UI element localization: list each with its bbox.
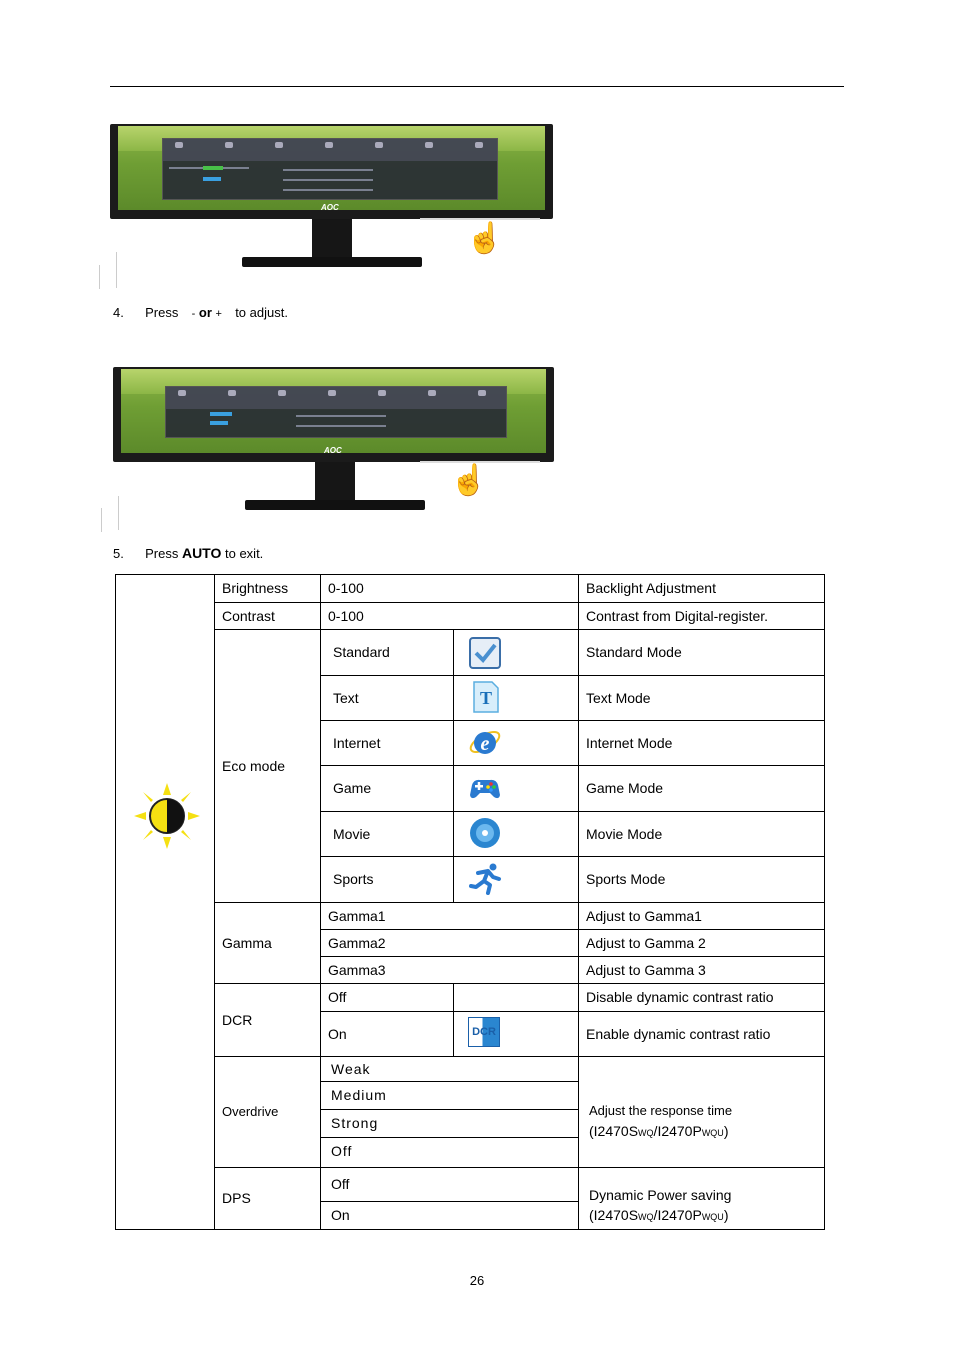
eco-sports-desc: Sports Mode	[586, 871, 666, 887]
eco-movie-name: Movie	[333, 825, 371, 842]
overdrive-off: Off	[331, 1143, 353, 1159]
gamma3-desc: Adjust to Gamma 3	[586, 961, 706, 978]
step-text: to adjust.	[235, 305, 288, 320]
model-a: I2470S	[593, 1207, 639, 1223]
eco-standard-name: Standard	[333, 644, 390, 660]
overdrive-medium: Medium	[331, 1087, 387, 1103]
overdrive-desc	[589, 1101, 732, 1143]
internet-e-icon	[468, 725, 502, 759]
eco-internet-desc: Internet Mode	[586, 734, 673, 751]
model-b-sub: WQU	[701, 1212, 724, 1222]
dps-on: On	[331, 1207, 350, 1223]
contrast-range: 0-100	[328, 607, 364, 624]
osd-menu	[162, 138, 498, 200]
dcr-on-option: On	[328, 1025, 347, 1042]
step-5	[113, 545, 263, 561]
step-text: Press	[145, 305, 179, 320]
dcr-on-desc: Enable dynamic contrast ratio	[586, 1025, 771, 1042]
model-b: I2470P	[657, 1207, 702, 1223]
eco-mode-label: Eco mode	[222, 757, 286, 774]
gamepad-icon	[468, 771, 502, 805]
model-sep: /	[653, 1207, 658, 1223]
disc-icon	[468, 816, 502, 850]
osd-menu	[165, 386, 507, 438]
eco-text-name: Text	[333, 689, 359, 706]
eco-sports-name: Sports	[333, 871, 374, 887]
eco-game-name: Game	[333, 780, 372, 796]
dps-desc	[589, 1185, 731, 1227]
brightness-range: 0-100	[328, 580, 364, 596]
svg-text:T: T	[479, 688, 493, 708]
gamma1-desc: Adjust to Gamma1	[586, 907, 702, 924]
minus-key: -	[191, 308, 196, 320]
overdrive-weak: Weak	[331, 1060, 371, 1077]
gamma3-option: Gamma3	[328, 961, 386, 978]
dcr-off-option: Off	[328, 989, 347, 1005]
gamma2-option: Gamma2	[328, 934, 386, 951]
gamma-label: Gamma	[222, 934, 272, 951]
text-t-icon	[468, 680, 502, 714]
header-rule	[110, 86, 844, 87]
pointing-hand-icon: ☝	[450, 464, 488, 497]
step-text: Press	[145, 546, 179, 561]
dps-models: (I2470SWQ/I2470PWQU)	[589, 1207, 729, 1223]
eco-game-desc: Game Mode	[586, 780, 664, 796]
overdrive-desc-text: Adjust the response time	[589, 1103, 733, 1118]
step-text: to exit.	[225, 546, 264, 561]
eco-standard-desc: Standard Mode	[586, 644, 682, 660]
luminance-settings-table	[115, 574, 825, 1230]
dcr-icon	[468, 1017, 500, 1047]
eco-text-desc: Text Mode	[586, 689, 651, 706]
or-text: or	[198, 305, 212, 320]
overdrive-strong: Strong	[331, 1115, 379, 1131]
model-sep: /	[653, 1123, 658, 1139]
dps-label: DPS	[222, 1190, 251, 1206]
checkmark-icon	[468, 636, 502, 670]
overdrive-models: (I2470SWQ/I2470PWQU)	[589, 1123, 729, 1139]
model-a-sub: WQ	[638, 1128, 654, 1138]
page-number: 26	[469, 1273, 485, 1288]
model-b-sub: WQU	[701, 1128, 724, 1138]
overdrive-label: Overdrive	[222, 1104, 279, 1119]
brightness-label: Brightness	[222, 580, 289, 596]
model-a-sub: WQ	[638, 1212, 654, 1222]
auto-key: AUTO	[181, 545, 222, 561]
step-4	[113, 305, 288, 320]
dcr-label: DCR	[222, 1011, 253, 1028]
luminance-sun-icon	[132, 781, 202, 851]
eco-movie-desc: Movie Mode	[586, 825, 663, 842]
brightness-desc: Backlight Adjustment	[586, 580, 716, 596]
eco-internet-name: Internet	[333, 734, 381, 751]
step-number: 5.	[113, 546, 124, 561]
model-b: I2470P	[657, 1123, 702, 1139]
dps-off: Off	[331, 1176, 350, 1192]
contrast-label: Contrast	[222, 607, 275, 624]
dcr-off-desc: Disable dynamic contrast ratio	[586, 989, 774, 1005]
runner-icon	[468, 861, 502, 895]
brand-logo: AOC	[324, 446, 342, 455]
gamma1-option: Gamma1	[328, 907, 386, 924]
pointing-hand-icon: ☝	[466, 222, 504, 255]
brand-logo: AOC	[321, 203, 339, 212]
plus-key: +	[215, 308, 222, 320]
dcr-icon-text: DCR	[472, 1026, 496, 1038]
contrast-desc: Contrast from Digital-register.	[586, 607, 769, 624]
model-a: I2470S	[593, 1123, 639, 1139]
svg-text:e: e	[480, 733, 490, 755]
dps-desc-text: Dynamic Power saving	[589, 1187, 732, 1203]
step-number: 4.	[113, 305, 124, 320]
gamma2-desc: Adjust to Gamma 2	[586, 934, 706, 951]
